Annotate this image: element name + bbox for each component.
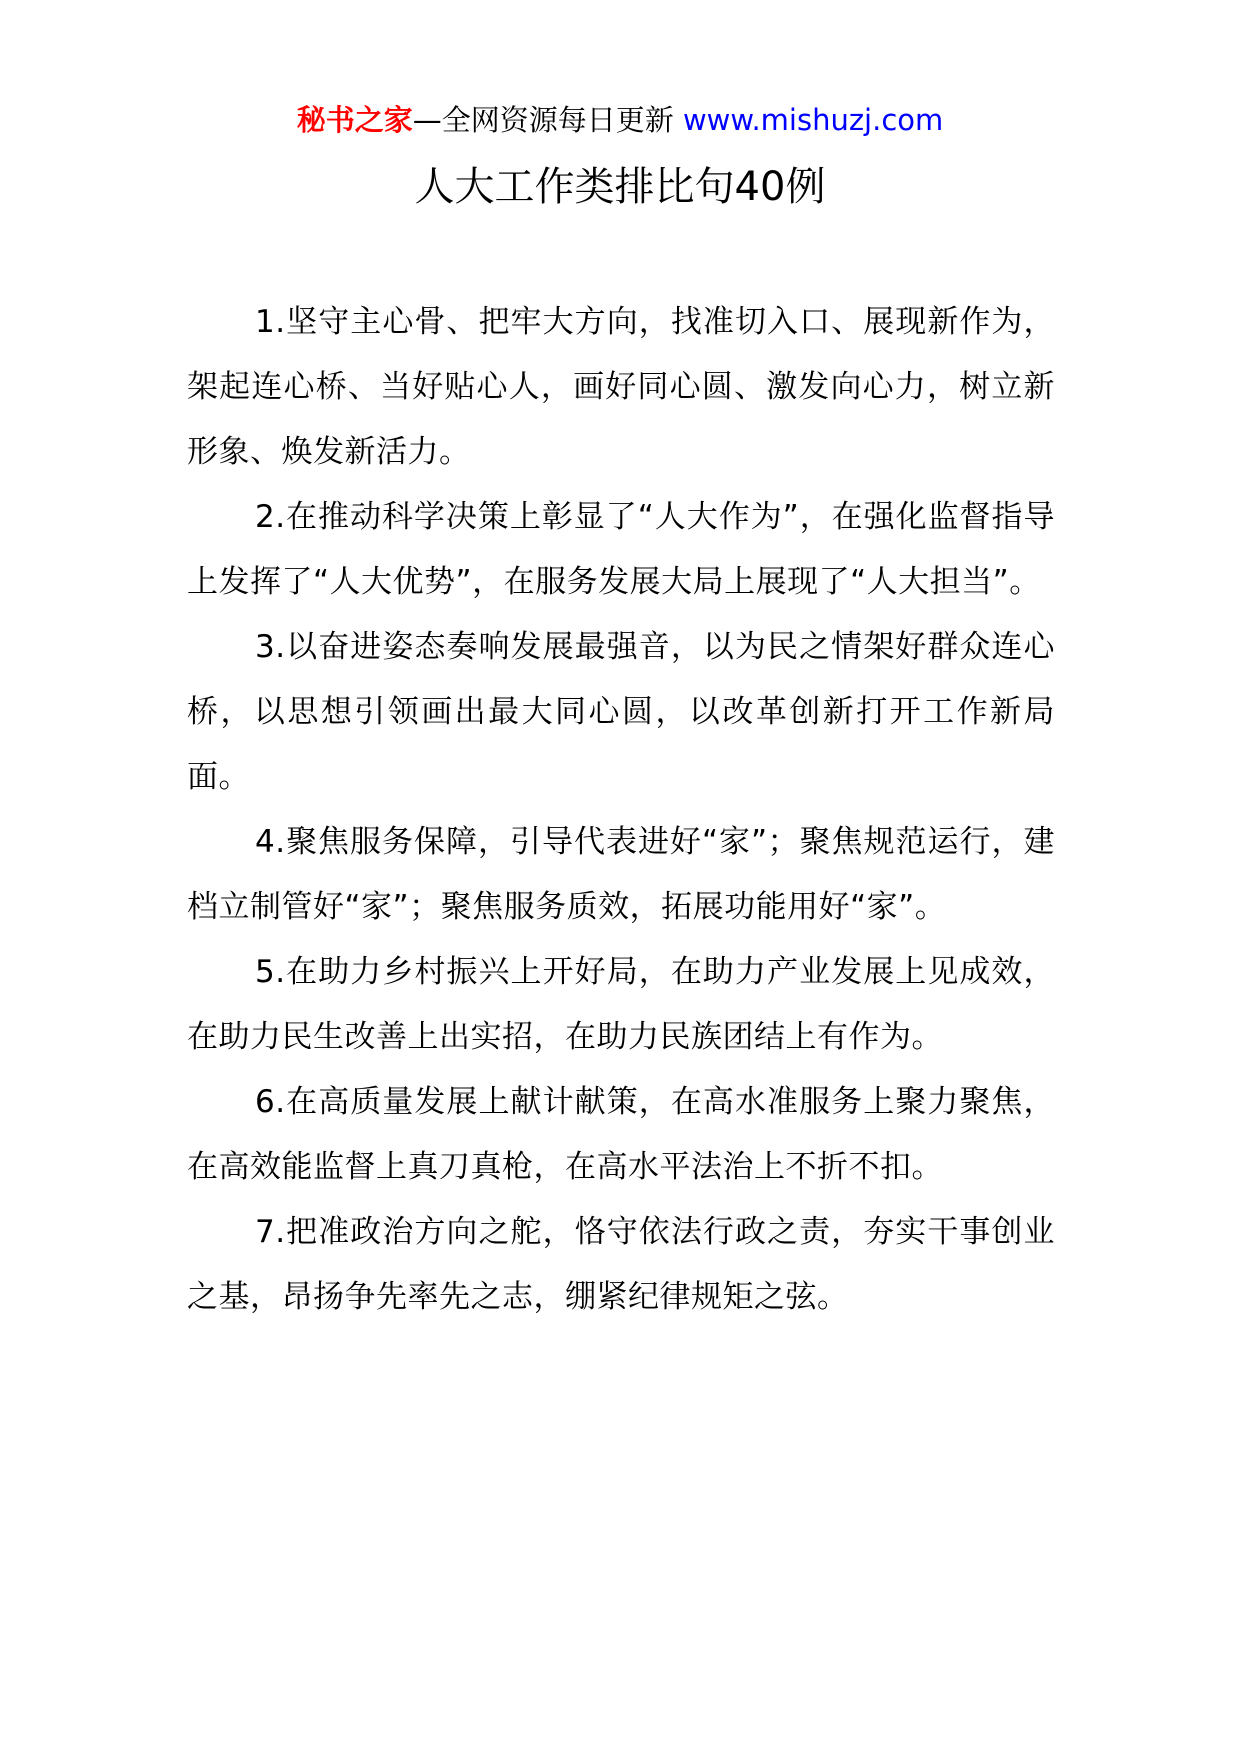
paragraph-2: 2.在推动科学决策上彰显了“人大作为”，在强化监督指导上发挥了“人大优势”，在服务发展大局上展现了“人大担当”。 xyxy=(187,499,1055,600)
site-url-link[interactable]: www.mishuzj.com xyxy=(682,103,944,137)
paragraph-3: 3.以奋进姿态奏响发展最强音，以为民之情架好群众连心桥，以思想引领画出最大同心圆，以改革创新打开工作新局面。 xyxy=(187,629,1055,795)
paragraph-5: 5.在助力乡村振兴上开好局，在助力产业发展上见成效，在助力民生改善上出实招，在助力民族团结上有作为。 xyxy=(187,954,1055,1055)
site-header xyxy=(0,100,1240,140)
document-body xyxy=(187,290,1055,1330)
site-slogan: —全网资源每日更新 xyxy=(412,103,674,137)
site-name: 秘书之家 xyxy=(296,103,413,137)
document-title: 人大工作类排比句40例 xyxy=(414,164,826,210)
paragraph-1: 1.坚守主心骨、把牢大方向，找准切入口、展现新作为，架起连心桥、当好贴心人，画好同心圆、激发向心力，树立新形象、焕发新活力。 xyxy=(187,304,1055,470)
paragraph-7: 7.把准政治方向之舵，恪守依法行政之责，夯实干事创业之基，昂扬争先率先之志，绷紧纪律规矩之弦。 xyxy=(187,1214,1055,1315)
paragraph-4: 4.聚焦服务保障，引导代表进好“家”；聚焦规范运行，建档立制管好“家”；聚焦服务质效，拓展功能用好“家”。 xyxy=(187,824,1055,925)
paragraph-6: 6.在高质量发展上献计献策，在高水准服务上聚力聚焦，在高效能监督上真刀真枪，在高水平法治上不折不扣。 xyxy=(187,1084,1055,1185)
